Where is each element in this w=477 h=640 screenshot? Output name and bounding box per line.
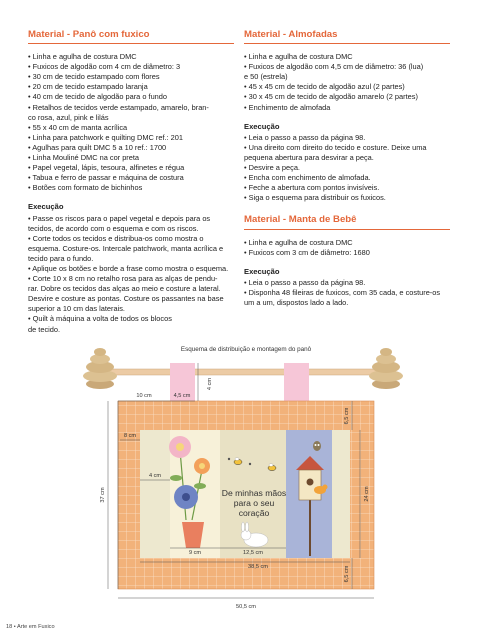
list-item: • Agulhas para quilt DMC 5 a 10 ref.: 1700	[28, 142, 167, 152]
hanging-rod	[98, 369, 388, 375]
list-item: tecidos, de acordo com o esquema e com os riscos.	[28, 223, 199, 233]
dim-4cm-loop: 4 cm	[207, 377, 213, 391]
list-item: • Una direito com direito do tecido e costure. Deixe uma	[244, 142, 427, 152]
list-item: esquema. Costure-os. Intercale patchwork, manta acrílica e	[28, 243, 224, 253]
list-item: e 50 (estrela)	[244, 72, 288, 82]
list-item: pequena abertura para desvirar a peça.	[244, 152, 374, 162]
list-item: • Encha com enchimento de almofada.	[244, 173, 371, 183]
phrase-line-1: De minhas mãos	[221, 488, 287, 498]
list-item: • Tabua e ferro de passar e máquina de costura	[28, 173, 184, 183]
list-item: • Quilt à máquina a volta de todos os blocos	[28, 314, 172, 324]
dim-12-5cm: 12,5 cm	[243, 550, 263, 556]
list-item: • 55 x 40 cm de manta acrílica	[28, 122, 128, 132]
dim-50-5cm: 50,5 cm	[236, 604, 256, 610]
list-item: • Siga o esquema para distribuir os fuxicos.	[244, 193, 386, 203]
almofadas-execution-heading: Execução	[244, 121, 280, 131]
list-item: • Corte todos os tecidos e distribua-os como mostra o	[28, 233, 204, 243]
list-item: • Leia o passo a passo da página 98.	[244, 132, 366, 142]
list-item: • Fuxicos de algodão com 4,5 cm de diâmetro: 36 (lua)	[244, 62, 424, 72]
dim-24cm: 24 cm	[364, 486, 370, 502]
list-item: • 45 x 45 cm de tecido de algodão azul (2 partes)	[244, 82, 405, 92]
list-item: de tecido.	[28, 324, 61, 334]
hanging-loop-right	[284, 363, 309, 401]
phrase-line-2: para o seu	[233, 498, 275, 508]
list-item: • 40 cm de tecido de algodão para o fundo	[28, 92, 168, 102]
almofadas-material-title: Material - Almofadas	[244, 30, 450, 44]
list-item: • Passe os riscos para o papel vegetal e depois para os	[28, 213, 211, 223]
bee-trail-dot	[249, 463, 251, 465]
list-item: • 30 cm de tecido estampado com flores	[28, 72, 160, 82]
manta-material-title: Material - Manta de Bebê	[244, 215, 450, 229]
dim-6-5cm-top: 6,5 cm	[344, 407, 350, 425]
list-item: • 30 x 45 cm de tecido de algodão amarelo (2 partes)	[244, 92, 418, 102]
list-item: • Botões com formato de bichinhos	[28, 183, 143, 193]
dim-4-5cm: 4,5 cm	[173, 393, 191, 399]
list-item: um a um, dispostos lado a lado.	[244, 297, 349, 307]
list-item: • Leia o passo a passo da página 98.	[244, 277, 366, 287]
leaf-icon	[194, 483, 206, 489]
list-item: • Disponha 48 fileiras de fuxicos, com 35 cada, e costure-os	[244, 287, 441, 297]
list-item: rar. Dobre os tecidos das alças ao meio e costure a lateral.	[28, 284, 221, 294]
bee-trail-dot	[228, 458, 230, 460]
beehive-right-icon	[369, 348, 403, 389]
list-item: • Retalhos de tecidos verde estampado, amarelo, bran-	[28, 102, 209, 112]
list-item: • Linha e agulha de costura DMC	[28, 52, 137, 62]
dim-37cm: 37 cm	[100, 487, 106, 503]
owl-icon	[313, 441, 321, 451]
dim-10cm: 10 cm	[136, 393, 152, 399]
list-item: • Aplique os botões e borde a frase como mostra o esquema.	[28, 263, 229, 273]
list-item: • Linha e agulha de costura DMC	[244, 237, 353, 247]
list-item: • Feche a abertura com pontos invisíveis.	[244, 183, 380, 193]
dim-6-5cm-bottom: 6,5 cm	[344, 565, 350, 583]
list-item: • Fuxicos com 3 cm de diâmetro: 1680	[244, 247, 370, 257]
list-item: co rosa, azul, pink e lilás	[28, 112, 109, 122]
list-item: • Linha e agulha de costura DMC	[244, 52, 353, 62]
list-item: Desvire e costure as pontas. Costure os passantes na base	[28, 294, 224, 304]
pano-material-title: Material - Panô com fuxico	[28, 30, 234, 44]
list-item: • Fuxicos de algodão com 4 cm de diâmetro: 3	[28, 62, 181, 72]
list-item: • Corte 10 x 8 cm no retalho rosa para as alças de pendu-	[28, 274, 218, 284]
beehive-left-icon	[83, 348, 117, 389]
list-item: • 20 cm de tecido estampado laranja	[28, 82, 148, 92]
manta-execution-heading: Execução	[244, 266, 280, 276]
leaf-icon	[170, 475, 182, 481]
list-item: superior a 10 cm das laterais.	[28, 304, 125, 314]
phrase-line-3: coração	[238, 508, 270, 518]
list-item: • Linha Mouliné DMC na cor preta	[28, 153, 140, 163]
dim-38-5cm: 38,5 cm	[248, 564, 268, 570]
page-footer: 18 • Arte em Fuxico	[6, 624, 55, 630]
flower-blue-icon	[174, 485, 198, 509]
list-item: • Enchimento de almofada	[244, 102, 331, 112]
dim-4cm-inner: 4 cm	[148, 473, 162, 479]
diagram-caption: Esquema de distribuição e montagem do panô	[180, 346, 312, 353]
list-item: • Linha para patchwork e quilting DMC ref.: 201	[28, 132, 183, 142]
list-item: tecido para o fundo.	[28, 253, 94, 263]
dim-8cm: 8 cm	[123, 433, 137, 439]
dim-9cm: 9 cm	[188, 550, 202, 556]
list-item: • Papel vegetal, lápis, tesoura, alfinetes e régua	[28, 163, 185, 173]
pano-execution-heading: Execução	[28, 202, 64, 212]
list-item: • Desvire a peça.	[244, 163, 300, 173]
